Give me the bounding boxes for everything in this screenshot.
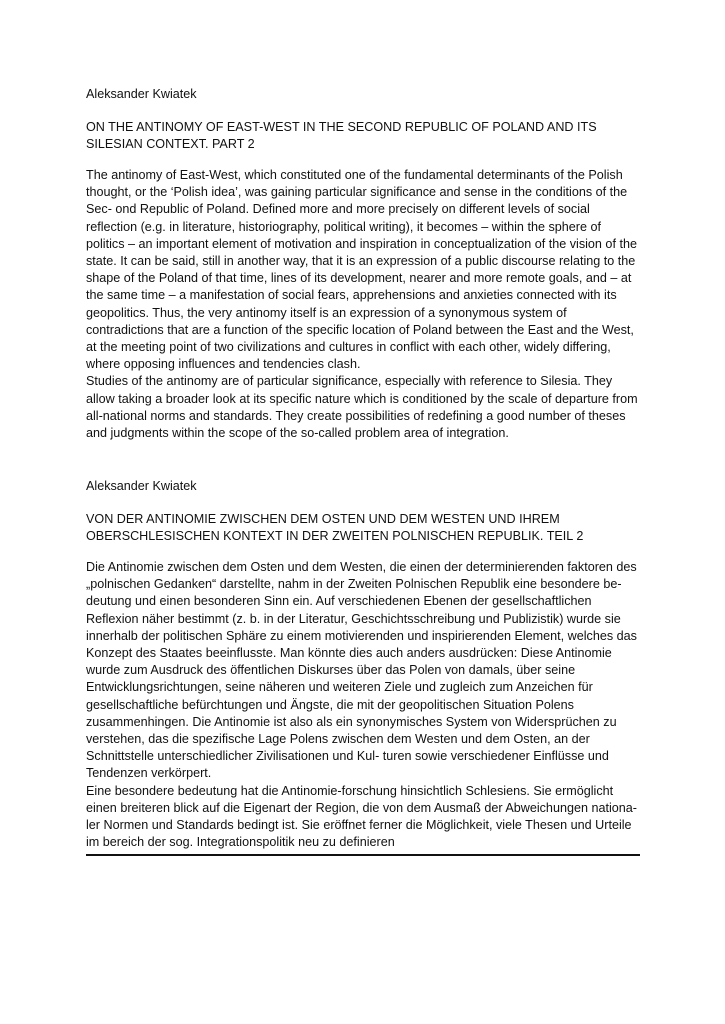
author-name-english: Aleksander Kwiatek	[86, 87, 197, 101]
abstract-english	[86, 167, 642, 442]
abstract-german	[86, 559, 642, 851]
author-name-german: Aleksander Kwiatek	[86, 479, 197, 493]
abstract-english-paragraph-1: The antinomy of East-West, which constituted one of the fundamental determinants of the Polish thought, or the ‘Polish idea’, was gaining particular significance and sense in the conditions of the Sec- ond Republic of Poland. Defined more and more precisely on different levels of social reflection (e.g. in literature, historiography, political writing), it becomes – within the sphere of politics – an important element of motivation and inspiration in conceptualization of the vision of the state. It can be said, still in another way, that it is an expression of a public discourse relating to the shape of the Poland of that time, lines of its development, nearer and more remote goals, and – at the same time – a manifestation of social fears, apprehensions and anxieties connected with its geopolitics. Thus, the very antinomy itself is an expression of a synonymous system of contradictions that are a function of the specific location of Poland between the East and the West, at the meeting point of two civilizations and cultures in conflict with each other, widely differing, where opposing influences and tendencies clash.	[86, 168, 637, 372]
article-title-german: VON DER ANTINOMIE ZWISCHEN DEM OSTEN UND DEM WESTEN UND IHREM OBERSCHLESISCHEN KONTEXT IN DER ZWEITEN POLNISCHEN REPUBLIK. TEIL 2	[86, 512, 584, 544]
abstract-german-paragraph-1: Die Antinomie zwischen dem Osten und dem Westen, die einen der determinierenden faktoren des „polnischen Gedanken“ darstellte, nahm in der Zweiten Polnischen Republik eine besondere be- deutung und einen besonderen Sinn ein. Auf verschiedenen Ebenen der gesellschaftlichen Reflexion näher bestimmt (z. b. in der Literatur, Geschichtsschreibung und Publizistik) wurde sie innerhalb der politischen Sphäre zu einem motivierenden und inspirierenden Element, welches das Konzept des Staates beeinflusste. Man könnte dies auch anders ausdrücken: Diese Antinomie wurde zum Ausdruck des öffentlichen Diskurses über das Polen von damals, über seine Entwicklungsrichtungen, seine näheren und weiteren Ziele und zugleich zum Anzeichen für gesellschaftliche befürchtungen und Ängste, die mit der geopolitischen Situation Polens zusammenhingen. Die Antinomie ist also als ein synonymisches System von Widersprüchen zu verstehen, das die spezifische Lage Polens zwischen dem Westen und dem Osten, an der Schnittstelle unterschiedlicher Zivilisationen und Kul- turen sowie verschiedener Einflüsse und Tendenzen verkörpert.	[86, 560, 637, 781]
abstract-english-paragraph-2: Studies of the antinomy are of particular significance, especially with reference to Silesia. They allow taking a broader look at its specific nature which is conditioned by the scale of departure from all-national norms and standards. They create possibilities of redefining a good number of theses and judgments within the scope of the so-called problem area of integration.	[86, 374, 638, 441]
abstract-german-paragraph-2: Eine besondere bedeutung hat die Antinomie-forschung hinsichtlich Schlesiens. Sie ermöglicht einen breiteren blick auf die Eigenart der Region, die von dem Ausmaß der Abweichungen nationa- ler Normen und Standards bedingt ist. Sie eröffnet ferner die Möglichkeit, viele Thesen und Urteile im bereich der sog. Integrationspolitik neu zu definieren	[86, 783, 637, 850]
article-title-english: ON THE ANTINOMY OF EAST-WEST IN THE SECOND REPUBLIC OF POLAND AND ITS SILESIAN CONTEXT. PART 2	[86, 120, 597, 152]
horizontal-rule-divider	[86, 854, 640, 856]
